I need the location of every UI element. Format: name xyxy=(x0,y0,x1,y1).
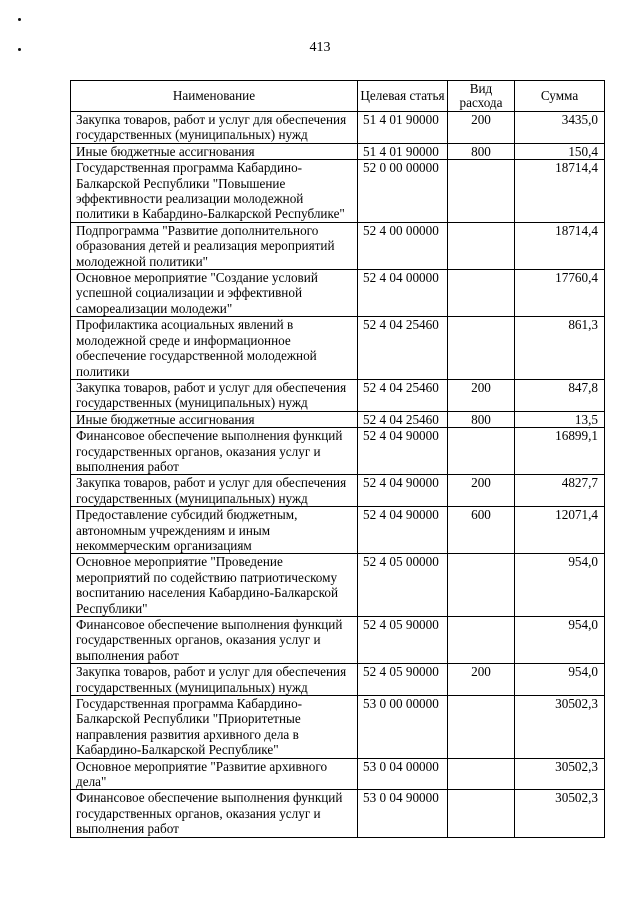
row-type: 200 xyxy=(448,112,515,144)
row-code: 53 0 04 00000 xyxy=(358,758,448,790)
row-type xyxy=(448,758,515,790)
row-name: Закупка товаров, работ и услуг для обеспечения государственных (муниципальных) нужд xyxy=(71,112,358,144)
row-code: 52 4 04 90000 xyxy=(358,475,448,507)
table-header-row xyxy=(71,81,605,112)
row-sum: 954,0 xyxy=(515,664,605,696)
table-row xyxy=(71,160,605,223)
table-row xyxy=(71,317,605,380)
row-code: 52 4 04 90000 xyxy=(358,428,448,475)
table-body xyxy=(71,112,605,838)
row-code: 52 4 00 00000 xyxy=(358,222,448,269)
row-name: Основное мероприятие "Проведение мероприятий по содействию патриотическому воспитанию населения Кабардино-Балкарской Республики" xyxy=(71,554,358,617)
row-name: Государственная программа Кабардино-Балкарской Республики "Приоритетные направления развития архивного дела в Кабардино-Балкарской Республике" xyxy=(71,696,358,759)
table-row xyxy=(71,143,605,159)
row-type: 200 xyxy=(448,664,515,696)
table-row xyxy=(71,758,605,790)
table-row xyxy=(71,664,605,696)
row-code: 52 4 05 00000 xyxy=(358,554,448,617)
row-sum: 17760,4 xyxy=(515,270,605,317)
row-sum: 847,8 xyxy=(515,379,605,411)
row-sum: 30502,3 xyxy=(515,790,605,837)
row-code: 52 4 05 90000 xyxy=(358,617,448,664)
row-type: 800 xyxy=(448,143,515,159)
table-row xyxy=(71,790,605,837)
row-sum: 12071,4 xyxy=(515,507,605,554)
row-name: Финансовое обеспечение выполнения функций государственных органов, оказания услуг и выполнения работ xyxy=(71,790,358,837)
row-name: Предоставление субсидий бюджетным, автономным учреждениям и иным некоммерческим организациям xyxy=(71,507,358,554)
row-name: Основное мероприятие "Создание условий успешной социализации и эффективной самореализации молодежи" xyxy=(71,270,358,317)
row-name: Иные бюджетные ассигнования xyxy=(71,143,358,159)
row-sum: 150,4 xyxy=(515,143,605,159)
row-type xyxy=(448,160,515,223)
row-code: 52 4 05 90000 xyxy=(358,664,448,696)
row-name: Финансовое обеспечение выполнения функций государственных органов, оказания услуг и выполнения работ xyxy=(71,617,358,664)
table-row xyxy=(71,411,605,427)
row-sum: 861,3 xyxy=(515,317,605,380)
row-type xyxy=(448,317,515,380)
row-sum: 30502,3 xyxy=(515,758,605,790)
row-name: Закупка товаров, работ и услуг для обеспечения государственных (муниципальных) нужд xyxy=(71,475,358,507)
row-type xyxy=(448,617,515,664)
row-code: 52 4 04 25460 xyxy=(358,411,448,427)
row-name: Подпрограмма "Развитие дополнительного образования детей и реализация мероприятий молодежной политики" xyxy=(71,222,358,269)
row-type: 200 xyxy=(448,475,515,507)
row-name: Профилактика асоциальных явлений в молодежной среде и информационное обеспечение государственной молодежной политики xyxy=(71,317,358,380)
row-sum: 954,0 xyxy=(515,554,605,617)
row-type: 800 xyxy=(448,411,515,427)
table-row xyxy=(71,507,605,554)
header-name: Наименование xyxy=(71,81,358,112)
header-sum: Сумма xyxy=(515,81,605,112)
row-name: Основное мероприятие "Развитие архивного дела" xyxy=(71,758,358,790)
row-sum: 13,5 xyxy=(515,411,605,427)
table-row xyxy=(71,554,605,617)
row-type: 600 xyxy=(448,507,515,554)
row-code: 51 4 01 90000 xyxy=(358,143,448,159)
row-type xyxy=(448,270,515,317)
header-type: Вид расхода xyxy=(448,81,515,112)
row-name: Финансовое обеспечение выполнения функций государственных органов, оказания услуг и выполнения работ xyxy=(71,428,358,475)
table-row xyxy=(71,379,605,411)
row-sum: 30502,3 xyxy=(515,696,605,759)
row-name: Иные бюджетные ассигнования xyxy=(71,411,358,427)
row-sum: 4827,7 xyxy=(515,475,605,507)
budget-table xyxy=(70,80,605,838)
row-sum: 16899,1 xyxy=(515,428,605,475)
table-row xyxy=(71,475,605,507)
scan-mark-dot xyxy=(18,18,21,21)
row-code: 53 0 00 00000 xyxy=(358,696,448,759)
row-name: Закупка товаров, работ и услуг для обеспечения государственных (муниципальных) нужд xyxy=(71,379,358,411)
row-code: 52 4 04 00000 xyxy=(358,270,448,317)
row-code: 52 0 00 00000 xyxy=(358,160,448,223)
row-code: 53 0 04 90000 xyxy=(358,790,448,837)
page-number: 413 xyxy=(309,40,331,55)
table-row xyxy=(71,270,605,317)
row-type xyxy=(448,222,515,269)
row-sum: 18714,4 xyxy=(515,222,605,269)
row-code: 52 4 04 25460 xyxy=(358,379,448,411)
table-row xyxy=(71,428,605,475)
row-sum: 3435,0 xyxy=(515,112,605,144)
row-type xyxy=(448,696,515,759)
row-code: 51 4 01 90000 xyxy=(358,112,448,144)
row-code: 52 4 04 25460 xyxy=(358,317,448,380)
table-row xyxy=(71,112,605,144)
row-code: 52 4 04 90000 xyxy=(358,507,448,554)
table-row xyxy=(71,222,605,269)
table-row xyxy=(71,696,605,759)
table-row xyxy=(71,617,605,664)
row-sum: 18714,4 xyxy=(515,160,605,223)
row-sum: 954,0 xyxy=(515,617,605,664)
row-type xyxy=(448,428,515,475)
header-code: Целевая статья xyxy=(358,81,448,112)
row-type: 200 xyxy=(448,379,515,411)
row-name: Государственная программа Кабардино-Балкарской Республики "Повышение эффективности реализации молодежной политики в Кабардино-Балкарской Республике" xyxy=(71,160,358,223)
row-type xyxy=(448,790,515,837)
row-type xyxy=(448,554,515,617)
row-name: Закупка товаров, работ и услуг для обеспечения государственных (муниципальных) нужд xyxy=(71,664,358,696)
